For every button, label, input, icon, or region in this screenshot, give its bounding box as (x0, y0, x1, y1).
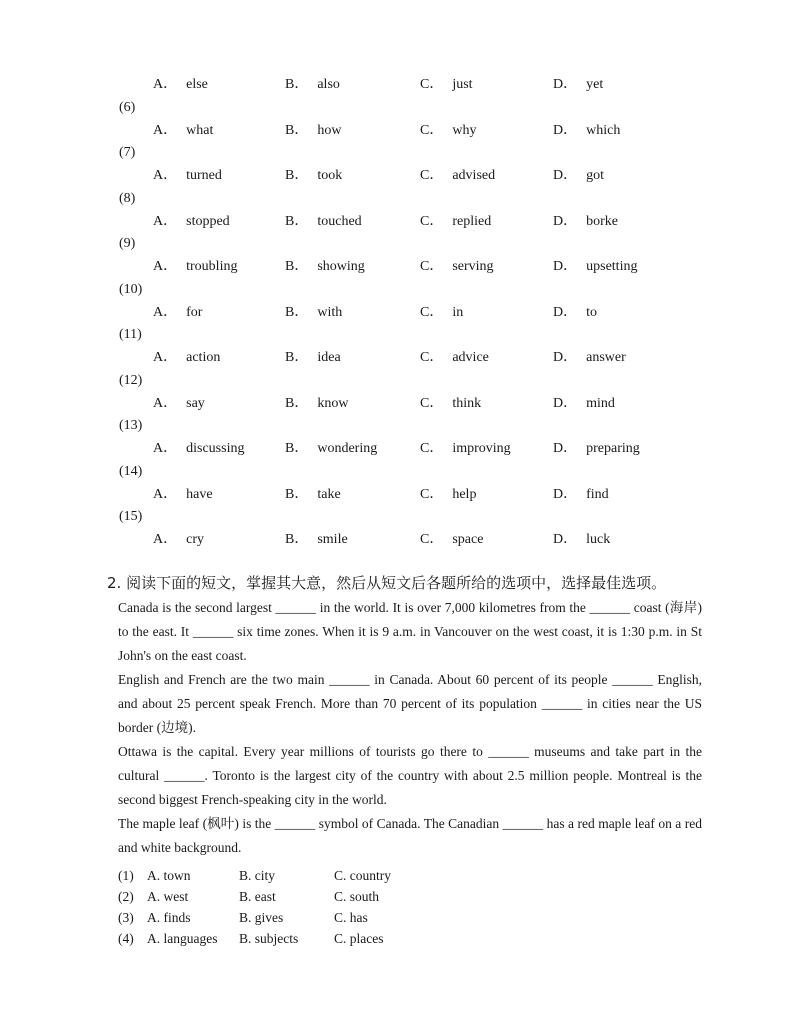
option-word: also (317, 77, 340, 92)
option-c (420, 121, 476, 141)
option-word: upsetting (586, 259, 638, 274)
option-a (153, 121, 213, 141)
option-word: what (186, 123, 214, 138)
option-letter: B． (285, 305, 309, 320)
option-b (285, 485, 341, 505)
option-word: answer (586, 350, 626, 365)
option-letter: B． (285, 168, 309, 183)
option-word: discussing (186, 441, 245, 456)
option-row (0, 303, 794, 323)
option-letter: C． (420, 168, 444, 183)
option-letter: A． (153, 532, 178, 547)
option-a: A. west (147, 889, 189, 904)
option-word: know (317, 396, 349, 411)
option-letter: C． (420, 487, 444, 502)
option-letter: B． (285, 487, 309, 502)
reading-passage (118, 596, 702, 860)
option-d (553, 121, 620, 141)
option-row (0, 166, 794, 186)
option-word: showing (317, 259, 365, 274)
option-word: serving (452, 259, 494, 274)
question-number: (7) (119, 145, 136, 160)
option-row (0, 212, 794, 232)
option-row (0, 530, 794, 550)
option-letter: D． (553, 441, 578, 456)
option-d (553, 530, 610, 550)
option-letter: C． (420, 305, 444, 320)
option-letter: C． (420, 350, 444, 365)
option-word: smile (317, 532, 348, 547)
option-word: think (452, 396, 482, 411)
option-letter: B． (285, 77, 309, 92)
option-c: C. country (334, 868, 391, 883)
option-letter: A． (153, 123, 178, 138)
option-word: got (586, 168, 605, 183)
option-word: find (586, 487, 609, 502)
option-letter: C． (420, 532, 444, 547)
option-row (0, 257, 794, 277)
question-number: (11) (119, 327, 142, 342)
option-c (420, 212, 491, 232)
option-letter: D． (553, 214, 578, 229)
option-c (420, 75, 473, 95)
option-a: A. town (147, 868, 191, 883)
option-word: luck (586, 532, 611, 547)
option-d (553, 257, 637, 277)
option-d (553, 75, 603, 95)
question-number: (15) (119, 509, 143, 524)
option-b (285, 530, 348, 550)
option-b (285, 348, 341, 368)
option-word: preparing (586, 441, 640, 456)
option-d (553, 303, 597, 323)
option-letter: B． (285, 532, 309, 547)
option-word: advised (452, 168, 496, 183)
option-row (0, 121, 794, 141)
question-number: (9) (119, 236, 136, 251)
option-word: help (452, 487, 477, 502)
option-b: B. gives (239, 910, 284, 925)
option-word: have (186, 487, 213, 502)
option-word: in (452, 305, 464, 320)
option-letter: B． (285, 350, 309, 365)
option-letter: D． (553, 305, 578, 320)
option-c: C. south (334, 889, 380, 904)
option-letter: D． (553, 532, 578, 547)
option-word: stopped (186, 214, 230, 229)
option-letter: C． (420, 396, 444, 411)
question-number: (2) (118, 889, 134, 904)
option-c (420, 348, 489, 368)
option-b (285, 303, 342, 323)
option-b (285, 439, 377, 459)
option-c (420, 394, 481, 414)
option-word: idea (317, 350, 341, 365)
option-letter: A． (153, 396, 178, 411)
question-number: (13) (119, 418, 143, 433)
passage-paragraph-2: English and French are the two main ______ in Canada. About 60 percent of its people ______ English, and about 25 percent speak French. More than 70 percent of its population ______ in cities near the US border (边境). (118, 672, 702, 735)
option-letter: C． (420, 77, 444, 92)
option-letter: B． (285, 396, 309, 411)
option-word: touched (317, 214, 362, 229)
option-letter: C． (420, 214, 444, 229)
option-word: take (317, 487, 341, 502)
option-word: borke (586, 214, 619, 229)
option-letter: A． (153, 441, 178, 456)
option-word: say (186, 396, 205, 411)
passage-paragraph-3: Ottawa is the capital. Every year millions of tourists go there to ______ museums and take part in the cultural ______. Toronto is the largest city of the country with about 2.5 million people. Montreal is the second biggest French-speaking city in the world. (118, 744, 702, 807)
option-a (153, 439, 244, 459)
option-word: advice (452, 350, 489, 365)
option-letter: D． (553, 123, 578, 138)
option-d (553, 485, 609, 505)
option-letter: D． (553, 396, 578, 411)
option-c (420, 439, 511, 459)
option-a (153, 394, 205, 414)
option-letter: D． (553, 259, 578, 274)
question-number: (14) (119, 464, 143, 479)
option-word: replied (452, 214, 492, 229)
option-c (420, 303, 463, 323)
option-letter: D． (553, 77, 578, 92)
passage-paragraph-1: Canada is the second largest ______ in the world. It is over 7,000 kilometres from the ______ coast (海岸) to the east. It ______ six time zones. When it is 9 a.m. in Vancouver on the west coast, it is 1:30 p.m. in St John's on the east coast. (118, 600, 702, 663)
question-number: (4) (118, 931, 134, 946)
option-b: B. city (239, 868, 275, 883)
option-row (0, 485, 794, 505)
option-letter: D． (553, 168, 578, 183)
option-b: B. subjects (239, 931, 299, 946)
option-a (153, 257, 237, 277)
option-c: C. places (334, 931, 384, 946)
option-letter: C． (420, 259, 444, 274)
option-word: cry (186, 532, 205, 547)
option-word: took (317, 168, 343, 183)
question-number: (10) (119, 282, 143, 297)
option-word: just (452, 77, 473, 92)
option-a (153, 166, 222, 186)
option-word: yet (586, 77, 604, 92)
option-letter: A． (153, 214, 178, 229)
passage-paragraph-4: The maple leaf (枫叶) is the ______ symbol of Canada. The Canadian ______ has a red maple leaf on a red and white background. (118, 816, 702, 855)
option-b (285, 121, 341, 141)
option-a (153, 303, 202, 323)
option-c: C. has (334, 910, 368, 925)
option-b (285, 212, 362, 232)
option-word: wondering (317, 441, 378, 456)
option-letter: A． (153, 77, 178, 92)
option-word: for (186, 305, 203, 320)
option-word: to (586, 305, 598, 320)
option-a: A. finds (147, 910, 191, 925)
option-b (285, 166, 342, 186)
option-d (553, 348, 626, 368)
option-a (153, 75, 208, 95)
option-letter: A． (153, 168, 178, 183)
option-letter: B． (285, 214, 309, 229)
option-word: action (186, 350, 221, 365)
section-2-heading: 2. 阅读下面的短文，掌握其大意，然后从短文后各题所给的选项中，选择最佳选项。 (107, 574, 667, 592)
option-c (420, 485, 476, 505)
option-d (553, 166, 604, 186)
option-letter: A． (153, 487, 178, 502)
option-letter: C． (420, 123, 444, 138)
option-word: improving (452, 441, 511, 456)
option-row (0, 439, 794, 459)
option-d (553, 212, 618, 232)
option-a (153, 212, 230, 232)
question-number: (6) (119, 100, 136, 115)
option-letter: B． (285, 259, 309, 274)
option-word: troubling (186, 259, 238, 274)
option-word: why (452, 123, 477, 138)
option-word: with (317, 305, 343, 320)
option-letter: D． (553, 350, 578, 365)
question-number: (1) (118, 868, 134, 883)
option-b: B. east (239, 889, 276, 904)
option-letter: D． (553, 487, 578, 502)
option-letter: B． (285, 123, 309, 138)
option-row (0, 394, 794, 414)
option-c (420, 530, 483, 550)
option-word: how (317, 123, 342, 138)
option-word: which (586, 123, 621, 138)
option-b (285, 257, 365, 277)
option-letter: A． (153, 350, 178, 365)
question-number: (12) (119, 373, 143, 388)
option-row (0, 75, 794, 95)
option-word: mind (586, 396, 615, 411)
option-d (553, 394, 615, 414)
option-letter: B． (285, 441, 309, 456)
option-a (153, 348, 220, 368)
option-b (285, 75, 340, 95)
option-letter: A． (153, 305, 178, 320)
option-a (153, 485, 213, 505)
option-c (420, 257, 494, 277)
option-letter: C． (420, 441, 444, 456)
option-letter: A． (153, 259, 178, 274)
question-number: (8) (119, 191, 136, 206)
option-c (420, 166, 495, 186)
option-word: turned (186, 168, 222, 183)
option-b (285, 394, 348, 414)
option-d (553, 439, 640, 459)
option-word: else (186, 77, 208, 92)
option-a: A. languages (147, 931, 218, 946)
option-word: space (452, 532, 484, 547)
option-a (153, 530, 204, 550)
option-row (0, 348, 794, 368)
question-number: (3) (118, 910, 134, 925)
